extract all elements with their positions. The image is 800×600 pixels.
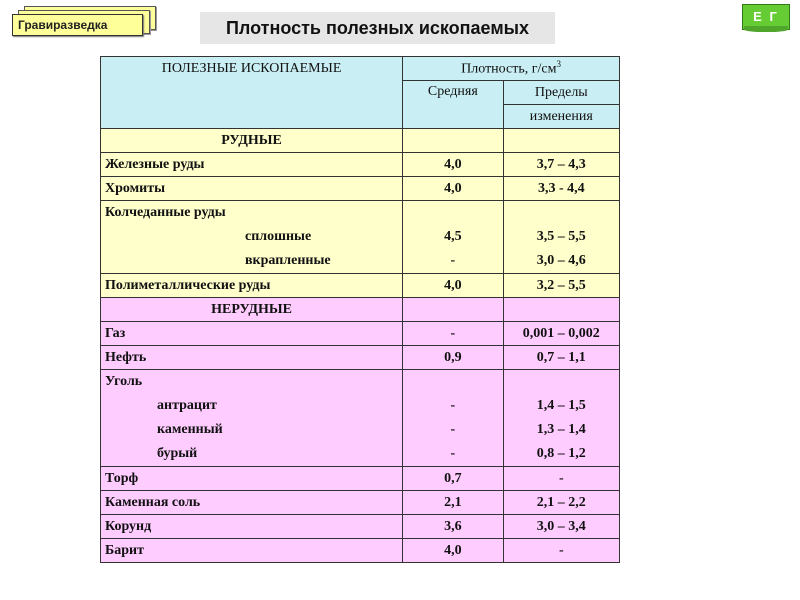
mineral-avg-group bbox=[403, 201, 503, 274]
table-row bbox=[101, 515, 620, 539]
table-row bbox=[101, 491, 620, 515]
eg-flag-button[interactable]: Е Г bbox=[742, 4, 790, 30]
table-row bbox=[101, 539, 620, 563]
density-table bbox=[100, 56, 620, 563]
mineral-name: Каменная соль bbox=[101, 491, 403, 515]
mineral-range: 3,2 – 5,5 bbox=[503, 274, 619, 298]
table-row bbox=[101, 467, 620, 491]
mineral-range: 0,8 – 1,2 bbox=[536, 446, 586, 461]
header-minerals: ПОЛЕЗНЫЕ ИСКОПАЕМЫЕ bbox=[101, 57, 403, 129]
section-row-nonore bbox=[101, 298, 620, 322]
mineral-name-group bbox=[101, 201, 403, 274]
mineral-avg: 4,5 bbox=[444, 229, 462, 244]
topic-badge[interactable] bbox=[12, 6, 157, 36]
table-header-row bbox=[101, 57, 620, 81]
table-row bbox=[101, 177, 620, 201]
header-average: Средняя bbox=[403, 81, 503, 129]
header-density: Плотность, $г/см^3$ bbox=[403, 57, 620, 81]
mineral-avg-group bbox=[403, 370, 503, 467]
mineral-range: 3,0 – 4,6 bbox=[536, 253, 586, 268]
mineral-subtype: бурый bbox=[157, 446, 198, 461]
mineral-avg: 2,1 bbox=[403, 491, 503, 515]
mineral-range: 3,0 – 3,4 bbox=[503, 515, 619, 539]
page-title: Плотность полезных ископаемых bbox=[200, 12, 555, 44]
mineral-name: Хромиты bbox=[101, 177, 403, 201]
table-row bbox=[101, 322, 620, 346]
mineral-name: Барит bbox=[101, 539, 403, 563]
mineral-range: 3,7 – 4,3 bbox=[503, 153, 619, 177]
mineral-avg: 4,0 bbox=[403, 177, 503, 201]
mineral-avg: - bbox=[450, 422, 456, 437]
mineral-avg: - bbox=[450, 446, 456, 461]
mineral-avg: 4,0 bbox=[403, 539, 503, 563]
mineral-subtype: антрацит bbox=[157, 398, 217, 413]
mineral-name: Уголь bbox=[105, 374, 143, 389]
mineral-range: 0,001 – 0,002 bbox=[503, 322, 619, 346]
table-row bbox=[101, 153, 620, 177]
mineral-subtype: каменный bbox=[157, 422, 223, 437]
mineral-name: Нефть bbox=[101, 346, 403, 370]
mineral-range: 3,3 - 4,4 bbox=[503, 177, 619, 201]
header-range-line1: Пределы bbox=[503, 81, 619, 105]
table-row-coal bbox=[101, 370, 620, 467]
mineral-avg: 4,0 bbox=[403, 153, 503, 177]
mineral-avg: - bbox=[403, 322, 503, 346]
mineral-range: - bbox=[503, 539, 619, 563]
table-row bbox=[101, 346, 620, 370]
mineral-avg: 4,0 bbox=[403, 274, 503, 298]
mineral-name: Колчеданные руды bbox=[105, 205, 226, 220]
mineral-avg: 3,6 bbox=[403, 515, 503, 539]
section-label-nonore: НЕРУДНЫЕ bbox=[101, 298, 403, 322]
mineral-name: Полиметаллические руды bbox=[101, 274, 403, 298]
badge-label[interactable]: Гравиразведка bbox=[12, 14, 143, 36]
mineral-avg: - bbox=[450, 253, 456, 268]
mineral-range-group bbox=[503, 201, 619, 274]
mineral-avg: 0,7 bbox=[403, 467, 503, 491]
mineral-name: Железные руды bbox=[101, 153, 403, 177]
mineral-subtype: сплошные bbox=[245, 229, 312, 244]
section-row-ore bbox=[101, 129, 620, 153]
table-row-pyrite bbox=[101, 201, 620, 274]
mineral-name: Корунд bbox=[101, 515, 403, 539]
mineral-name: Газ bbox=[101, 322, 403, 346]
mineral-range: 0,7 – 1,1 bbox=[503, 346, 619, 370]
table-row bbox=[101, 274, 620, 298]
mineral-range: 2,1 – 2,2 bbox=[503, 491, 619, 515]
mineral-name-group bbox=[101, 370, 403, 467]
flag-tail-decoration bbox=[744, 26, 788, 32]
mineral-name: Торф bbox=[101, 467, 403, 491]
mineral-range: - bbox=[503, 467, 619, 491]
header-range-line2: изменения bbox=[503, 105, 619, 129]
mineral-range: 3,5 – 5,5 bbox=[536, 229, 586, 244]
mineral-range-group bbox=[503, 370, 619, 467]
section-label-ore: РУДНЫЕ bbox=[101, 129, 403, 153]
mineral-avg: 0,9 bbox=[403, 346, 503, 370]
mineral-avg: - bbox=[450, 398, 456, 413]
mineral-range: 1,4 – 1,5 bbox=[536, 398, 586, 413]
mineral-range: 1,3 – 1,4 bbox=[536, 422, 586, 437]
mineral-subtype: вкрапленные bbox=[245, 253, 331, 268]
